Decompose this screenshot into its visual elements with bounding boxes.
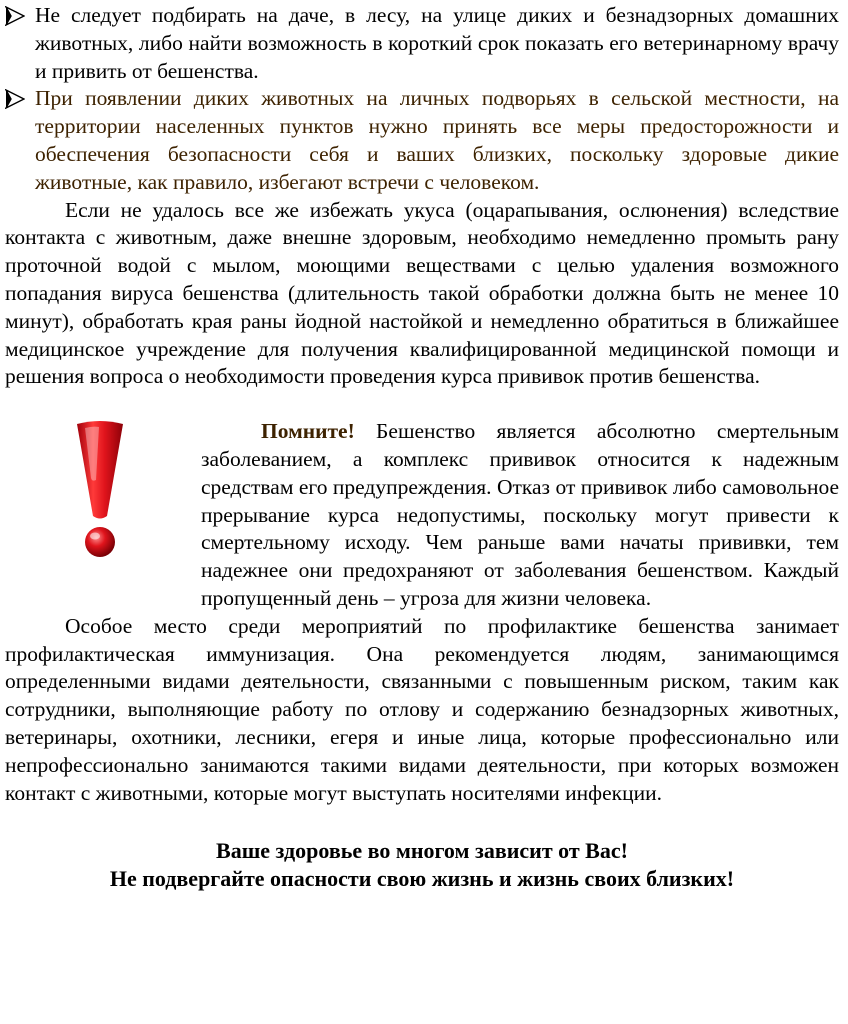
paragraph-bite-instructions: Если не удалось все же избежать укуса (оцарапывания, ослюнения) вследствие контакта с животным, даже внешне здоровым, необходимо немедленно промыть рану проточной водой с мылом, моющими веществами с целью удаления возможного попадания вируса бешенства (длительность такой обработки должна быть не менее 10 минут), обработать края раны йодной настойкой и немедленно обратиться в ближайшее медицинское учреждение для получения квалифицированной медицинской помощи и решения вопроса о необходимости проведения курса прививок против бешенства. <box>5 197 839 389</box>
remember-label: Помните! <box>261 419 355 444</box>
document-page <box>5 2 839 893</box>
warning-text: Бешенство является абсолютно смертельным заболеванием, а комплекс прививок относится к надежным средствам его предупреждения. Отказ от прививок либо самовольное прерывание курса недопустимы, поскольку могут привести к смертельному исходу. Чем раньше вами начаты прививки, тем надежнее они предохраняют от заболевания бешенством. Каждый пропущенный день – угроза для жизни человека. <box>201 419 839 610</box>
exclamation-mark-icon <box>5 418 201 586</box>
closing-line-1: Ваше здоровье во многом зависит от Вас! <box>216 838 628 864</box>
bullet-item-2 <box>5 85 839 196</box>
closing-line-2: Не подвергайте опасности свою жизнь и жизнь своих близких! <box>109 866 735 892</box>
closing-statement <box>5 837 839 893</box>
bullet-text: Не следует подбирать на даче, в лесу, на улице диких и безнадзорных домашних животных, либо найти возможность в короткий срок показать его ветеринарному врачу и привить от бешенства. <box>35 3 839 83</box>
spacer <box>5 391 839 418</box>
arrow-bullet-icon <box>5 89 25 109</box>
paragraph-immunization: Особое место среди мероприятий по профилактике бешенства занимает профилактическая иммунизация. Она рекомендуется людям, занимающимся определенными видами деятельности, связанными с повышенным риском, таким как сотрудники, выполняющие работу по отлову и содержанию безнадзорных животных, ветеринары, охотники, лесники, егеря и иные лица, которые профессионально или непрофессионально занимаются такими видами деятельности, при которых возможен контакт с животными, которые могут выступать носителями инфекции. <box>5 613 839 805</box>
arrow-bullet-icon <box>5 6 25 26</box>
bullet-item-1 <box>5 2 839 85</box>
bullet-text: При появлении диких животных на личных подворьях в сельской местности, на территории населенных пунктов нужно принять все меры предосторожности и обеспечения безопасности себя и ваших близких, поскольку здоровые дикие животные, как правило, избегают встречи с человеком. <box>35 86 839 194</box>
warning-block <box>5 418 839 613</box>
